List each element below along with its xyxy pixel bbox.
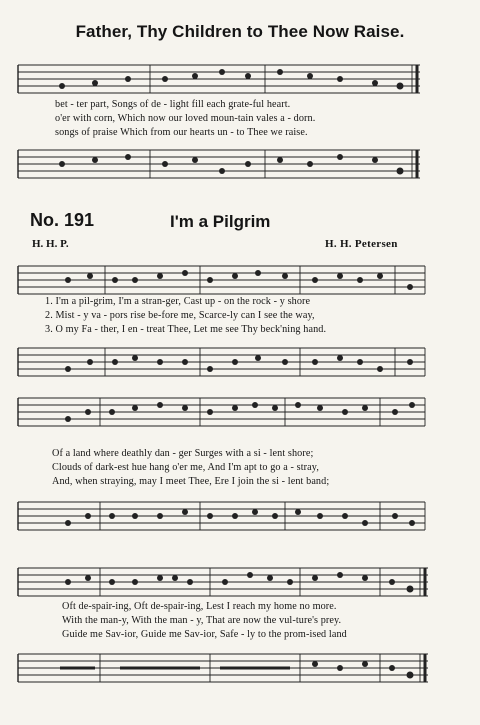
system2-lyric-line-3: And, when straying, may I meet Thee, Ere I join the si - lent band; — [52, 476, 330, 487]
hymn-number: No. 191 — [30, 210, 95, 230]
system1-lyric-line-2: 2. Mist - y va - pors rise be-fore me, Scarce-ly can I see the way, — [45, 310, 315, 321]
system3-bass-staff — [0, 646, 480, 691]
system3-lyric-line-1: Oft de-spair-ing, Oft de-spair-ing, Lest I reach my home no more. — [62, 601, 337, 612]
hymn-title: I'm a Pilgrim — [170, 212, 271, 231]
system2-bass-staff — [0, 494, 480, 539]
composer-credit: H. H. Petersen — [325, 238, 398, 250]
top-hymn-title: Father, Thy Children to Thee Now Raise. — [75, 22, 405, 41]
system2-lyric-line-2: Clouds of dark-est hue hang o'er me, And I'm apt to go a - stray, — [52, 462, 319, 473]
top-bass-staff — [0, 142, 480, 192]
system2-treble-staff — [0, 390, 480, 440]
system3-lyric-line-2: With the man-y, With the man - y, That are now the vul-ture's prey. — [62, 615, 342, 626]
top-lyric-line-2: o'er with corn, Which now our loved moun-tain vales a - dorn. — [55, 113, 316, 124]
top-lyric-line-1: bet - ter part, Songs of de - light fill each grate-ful heart. — [55, 99, 291, 110]
system2-lyric-line-1: Of a land where deathly dan - ger Surges with a si - lent shore; — [52, 448, 314, 459]
lyricist-credit: H. H. P. — [32, 238, 69, 250]
system1-lyric-line-3: 3. O my Fa - ther, I en - treat Thee, Let me see Thy beck'ning hand. — [45, 324, 327, 335]
system1-bass-staff — [0, 340, 480, 385]
system1-lyric-line-1: 1. I'm a pil-grim, I'm a stran-ger, Cast up - on the rock - y shore — [45, 296, 311, 307]
system3-lyric-line-3: Guide me Sav-ior, Guide me Sav-ior, Safe - ly to the prom-ised land — [62, 629, 347, 640]
top-lyric-line-3: songs of praise Which from our hearts un - to Thee we raise. — [55, 127, 308, 138]
